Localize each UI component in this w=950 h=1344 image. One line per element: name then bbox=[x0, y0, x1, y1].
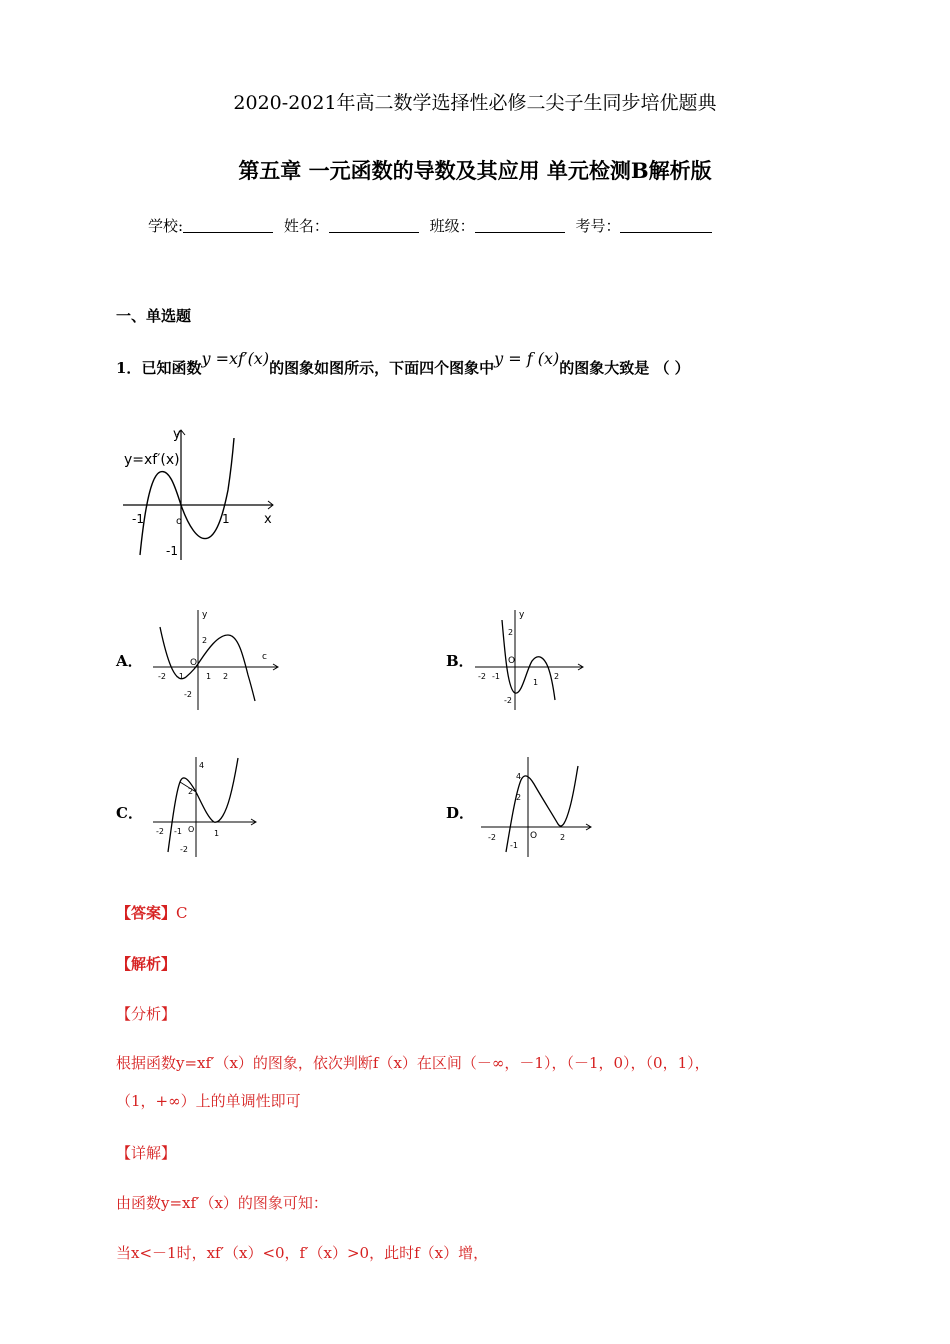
question-number: 1． bbox=[116, 359, 142, 377]
series-title: 2020-2021年高二数学选择性必修二尖子生同步培优题典 bbox=[233, 92, 717, 114]
fenxi-tag: 【分析】 bbox=[116, 1005, 177, 1023]
xiangjie-line-2: 当x<－1时，xf′（x）<0，f′（x）>0，此时f（x）增， bbox=[116, 1244, 489, 1262]
option-a-graph[interactable] bbox=[148, 605, 283, 715]
main-graph-x-axis: x bbox=[264, 512, 272, 527]
c-tick-y-neg2: -2 bbox=[180, 845, 188, 854]
question-text-3: 的图象大致是 （ ） bbox=[559, 359, 690, 377]
school-label: 学校: bbox=[148, 217, 184, 235]
class-field[interactable] bbox=[475, 218, 565, 233]
student-info-line bbox=[148, 215, 718, 236]
b-tick-x-2: 2 bbox=[554, 672, 560, 681]
school-field[interactable] bbox=[183, 218, 273, 233]
fenxi-line-2: （1，+∞）上的单调性即可 bbox=[116, 1092, 301, 1110]
question-text-2: 的图象如图所示，下面四个图象中 bbox=[269, 359, 495, 377]
main-tick-neg1-x: -1 bbox=[132, 512, 144, 526]
a-tick-x-2: 2 bbox=[223, 672, 229, 681]
c-tick-y-4: 4 bbox=[199, 761, 205, 770]
a-tick-x-neg1: -1 bbox=[176, 672, 184, 681]
a-origin: O bbox=[190, 658, 198, 668]
formula-1: y =xf′(x) bbox=[201, 349, 270, 368]
b-tick-y-neg2: -2 bbox=[504, 696, 512, 705]
answer-line bbox=[116, 902, 188, 923]
option-a-label[interactable]: A． bbox=[116, 652, 143, 670]
answer-tag: 【答案】 bbox=[116, 904, 177, 922]
b-origin: O bbox=[508, 656, 516, 666]
a-x-axis: c bbox=[262, 652, 267, 662]
a-tick-y-neg2: -2 bbox=[184, 690, 192, 699]
main-tick-origin: o bbox=[176, 516, 183, 527]
a-tick-x-1: 1 bbox=[206, 672, 212, 681]
c-tick-x-neg1: -1 bbox=[174, 827, 182, 836]
xiangjie-line-1: 由函数y=xf′（x）的图象可知： bbox=[116, 1194, 328, 1212]
a-tick-y-2: 2 bbox=[202, 636, 208, 645]
name-field[interactable] bbox=[329, 218, 419, 233]
a-y-axis: y bbox=[202, 610, 208, 620]
question-1 bbox=[116, 349, 690, 378]
number-field[interactable] bbox=[620, 218, 712, 233]
number-label: 考号： bbox=[575, 217, 621, 235]
xiangjie-tag: 【详解】 bbox=[116, 1144, 177, 1162]
option-c-graph[interactable] bbox=[148, 752, 263, 862]
c-origin: O bbox=[188, 825, 195, 834]
b-tick-x-neg2: -2 bbox=[478, 672, 486, 681]
main-graph-label: y=xf′(x) bbox=[124, 452, 180, 468]
d-tick-y-4: 4 bbox=[516, 772, 522, 781]
main-graph-y-axis: y bbox=[173, 427, 181, 442]
option-d-graph[interactable] bbox=[476, 752, 596, 862]
d-tick-x-neg1: -1 bbox=[510, 841, 518, 850]
b-tick-x-1: 1 bbox=[533, 678, 539, 687]
option-b-graph[interactable] bbox=[470, 605, 590, 715]
analysis-tag: 【解析】 bbox=[116, 955, 177, 973]
fenxi-line-1: 根据函数y=xf′（x）的图象，依次判断f（x）在区间（－∞，－1），（－1，0），（0，1）， bbox=[116, 1054, 710, 1072]
option-b-label[interactable]: B． bbox=[446, 652, 474, 670]
b-y-axis: y bbox=[519, 610, 525, 620]
d-tick-x-2: 2 bbox=[560, 833, 566, 842]
d-tick-y-2: 2 bbox=[516, 793, 522, 802]
class-label: 班级： bbox=[429, 217, 475, 235]
c-tick-x-neg2: -2 bbox=[156, 827, 164, 836]
main-graph bbox=[118, 420, 288, 565]
option-d-label[interactable]: D． bbox=[446, 804, 475, 822]
b-tick-y-2: 2 bbox=[508, 628, 514, 637]
d-origin: O bbox=[530, 831, 538, 841]
chapter-title: 第五章 一元函数的导数及其应用 单元检测B解析版 bbox=[238, 158, 712, 183]
main-tick-1-x: 1 bbox=[222, 512, 230, 526]
option-c-label[interactable]: C． bbox=[116, 804, 143, 822]
c-tick-y-2: 2 bbox=[188, 787, 194, 796]
a-tick-x-neg2: -2 bbox=[158, 672, 166, 681]
c-tick-x-1: 1 bbox=[214, 829, 220, 838]
name-label: 姓名： bbox=[283, 217, 329, 235]
question-text-1: 已知函数 bbox=[141, 359, 202, 377]
answer-value: C bbox=[176, 904, 188, 922]
d-tick-x-neg2: -2 bbox=[488, 833, 496, 842]
section-heading: 一、单选题 bbox=[116, 307, 192, 325]
formula-2: y = f (x) bbox=[494, 349, 560, 368]
main-tick-neg1-y: -1 bbox=[166, 544, 178, 558]
b-tick-x-neg1: -1 bbox=[492, 672, 500, 681]
